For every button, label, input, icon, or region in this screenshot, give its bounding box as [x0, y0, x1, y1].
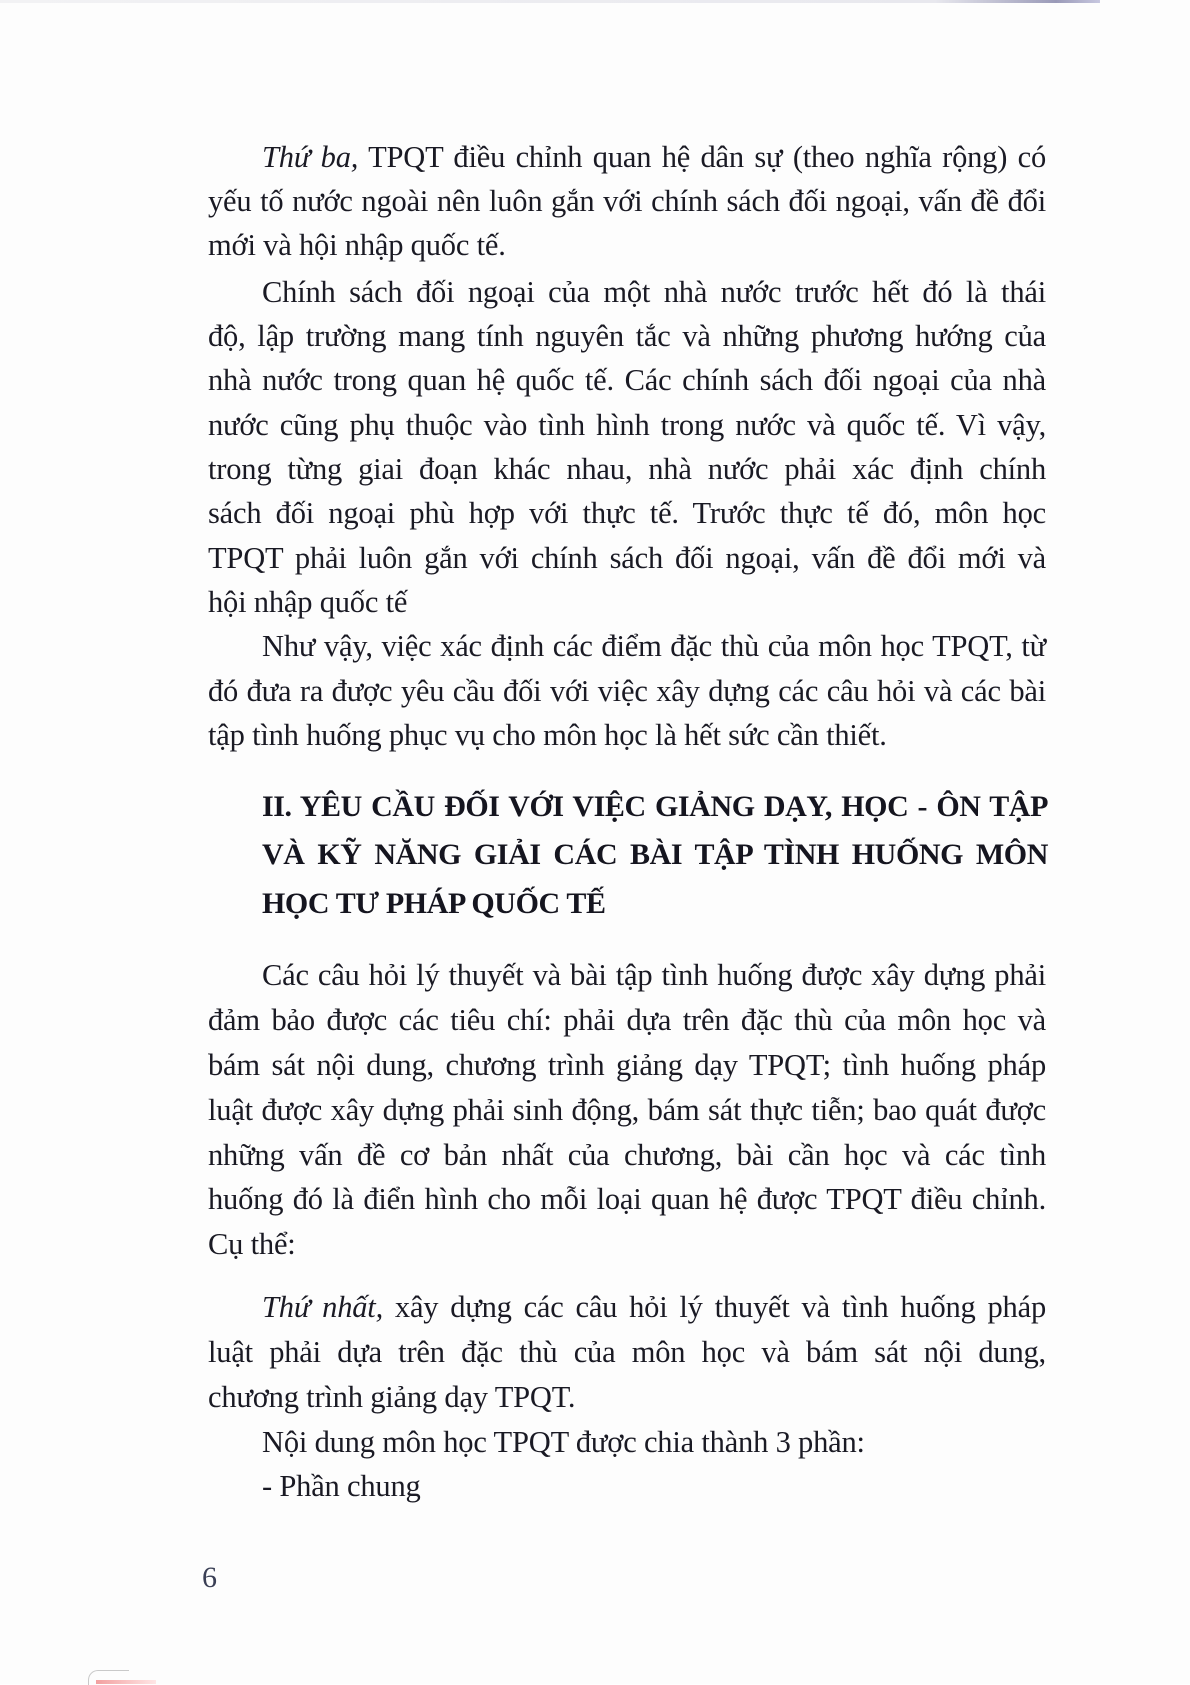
paragraph-line: đảm bảo được các tiêu chí: phải dựa trên đặc thù của môn học và: [208, 1003, 1046, 1037]
paragraph-line: Chính sách đối ngoại của một nhà nước trước hết đó là thái: [262, 275, 1046, 309]
paragraph-line: nhà nước trong quan hệ quốc tế. Các chính sách đối ngoại của nhà: [208, 363, 1046, 397]
paragraph-line: trong từng giai đoạn khác nhau, nhà nước phải xác định chính: [208, 452, 1046, 486]
paragraph-line: TPQT phải luôn gắn với chính sách đối ngoại, vấn đề đổi mới và: [208, 541, 1046, 575]
paragraph-line: luật phải dựa trên đặc thù của môn học và bám sát nội dung,: [208, 1335, 1046, 1369]
paragraph-line: bám sát nội dung, chương trình giảng dạy TPQT; tình huống pháp: [208, 1048, 1046, 1082]
scan-edge-artifact: [96, 1680, 156, 1684]
paragraph-line: nước cũng phụ thuộc vào tình hình trong nước và quốc tế. Vì vậy,: [208, 408, 1046, 442]
paragraph-line: hội nhập quốc tế: [208, 585, 408, 619]
paragraph-line: Thứ ba, TPQT điều chỉnh quan hệ dân sự (theo nghĩa rộng) có: [262, 140, 1046, 174]
paragraph-line: tập tình huống phục vụ cho môn học là hết sức cần thiết.: [208, 718, 887, 752]
italic-lead: Thứ nhất,: [262, 1290, 383, 1324]
paragraph-line: độ, lập trường mang tính nguyên tắc và những phương hướng của: [208, 319, 1046, 353]
section-heading: HỌC TƯ PHÁP QUỐC TẾ: [262, 887, 606, 920]
list-item: - Phần chung: [262, 1469, 421, 1503]
paragraph-line: Thứ nhất, xây dựng các câu hỏi lý thuyết và tình huống pháp: [262, 1290, 1046, 1324]
paragraph-line: chương trình giảng dạy TPQT.: [208, 1380, 576, 1414]
paragraph-line: mới và hội nhập quốc tế.: [208, 228, 506, 262]
paragraph-line: Các câu hỏi lý thuyết và bài tập tình huống được xây dựng phải: [262, 958, 1046, 992]
paragraph-line: Như vậy, việc xác định các điểm đặc thù của môn học TPQT, từ: [262, 629, 1046, 663]
paragraph-line: yếu tố nước ngoài nên luôn gắn với chính sách đối ngoại, vấn đề đổi: [208, 184, 1046, 218]
paragraph-line: những vấn đề cơ bản nhất của chương, bài cần học và các tình: [208, 1138, 1046, 1172]
paragraph-line: huống đó là điển hình cho mỗi loại quan hệ được TPQT điều chỉnh.: [208, 1182, 1046, 1216]
paragraph-line: Nội dung môn học TPQT được chia thành 3 phần:: [262, 1425, 865, 1459]
page-number: 6: [202, 1561, 217, 1594]
section-heading: VÀ KỸ NĂNG GIẢI CÁC BÀI TẬP TÌNH HUỐNG MÔN: [262, 838, 1048, 871]
section-heading: II. YÊU CẦU ĐỐI VỚI VIỆC GIẢNG DẠY, HỌC - ÔN TẬP: [262, 790, 1048, 823]
paragraph-line: Cụ thể:: [208, 1227, 296, 1261]
scan-top-edge: [0, 0, 1100, 3]
italic-lead: Thứ ba,: [262, 140, 359, 174]
paragraph-line: đó đưa ra được yêu cầu đối với việc xây dựng các câu hỏi và các bài: [208, 674, 1046, 708]
paragraph-line: luật được xây dựng phải sinh động, bám sát thực tiễn; bao quát được: [208, 1093, 1046, 1127]
paragraph-line: sách đối ngoại phù hợp với thực tế. Trước thực tế đó, môn học: [208, 496, 1046, 530]
